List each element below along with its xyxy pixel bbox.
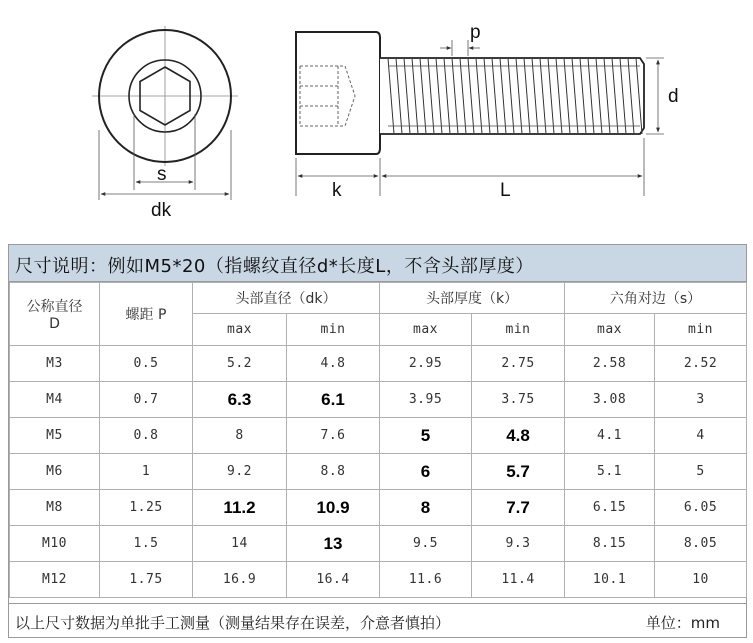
cell-k-max: 11.6 [380, 562, 472, 598]
cell-pitch: 1.75 [100, 562, 193, 598]
label-k: k [332, 180, 342, 201]
cell-dk-max: 5.2 [193, 346, 287, 382]
cell-k-min: 3.75 [472, 382, 565, 418]
cell-k-max: 5 [380, 418, 472, 454]
cell-pitch: 0.5 [100, 346, 193, 382]
spec-title-bar [9, 245, 746, 282]
cell-k-min: 9.3 [472, 526, 565, 562]
footer-unit: 单位：mm [645, 614, 720, 632]
label-p: p [470, 22, 481, 43]
cell-s-max: 4.1 [565, 418, 655, 454]
cell-k-min: 2.75 [472, 346, 565, 382]
spec-table [9, 282, 747, 598]
header-max: max [193, 314, 287, 346]
cell-k-max: 8 [380, 490, 472, 526]
cell-k-min: 11.4 [472, 562, 565, 598]
cell-k-min: 7.7 [472, 490, 565, 526]
cell-pitch: 1.25 [100, 490, 193, 526]
table-row [10, 454, 747, 490]
cell-s-max: 6.15 [565, 490, 655, 526]
cell-k-max: 6 [380, 454, 472, 490]
cell-s-min: 3 [655, 382, 747, 418]
label-L: L [500, 180, 511, 201]
cell-s-min: 6.05 [655, 490, 747, 526]
cell-pitch: 0.8 [100, 418, 193, 454]
header-head-thickness: 头部厚度（k） [380, 283, 565, 314]
header-nominal [10, 283, 100, 346]
cell-s-min: 10 [655, 562, 747, 598]
table-row [10, 418, 747, 454]
cell-dk-max: 8 [193, 418, 287, 454]
cell-k-max: 2.95 [380, 346, 472, 382]
cell-s-max: 2.58 [565, 346, 655, 382]
cell-size: M3 [10, 346, 100, 382]
label-d: d [668, 86, 679, 107]
cell-dk-max: 11.2 [193, 490, 287, 526]
header-min: min [287, 314, 380, 346]
cell-dk-min: 16.4 [287, 562, 380, 598]
header-nominal-label: 公称直径 [26, 299, 83, 315]
header-nominal-sub: D [49, 316, 60, 332]
cell-dk-min: 7.6 [287, 418, 380, 454]
cell-size: M5 [10, 418, 100, 454]
header-pitch: 螺距 P [100, 283, 193, 346]
cell-dk-min: 8.8 [287, 454, 380, 490]
label-dk: dk [151, 200, 172, 221]
spec-table-panel [8, 244, 747, 638]
cell-s-min: 8.05 [655, 526, 747, 562]
cell-s-max: 3.08 [565, 382, 655, 418]
spec-title: 尺寸说明：例如M5*20（指螺纹直径d*长度L，不含头部厚度） [15, 256, 534, 277]
screw-drawing [0, 0, 753, 240]
cell-dk-max: 6.3 [193, 382, 287, 418]
header-max: max [380, 314, 472, 346]
cell-dk-max: 14 [193, 526, 287, 562]
cell-k-max: 9.5 [380, 526, 472, 562]
cell-k-max: 3.95 [380, 382, 472, 418]
footer-note: 以上尺寸数据为单批手工测量（测量结果存在误差，介意者慎拍） [15, 614, 451, 632]
cell-pitch: 1 [100, 454, 193, 490]
cell-s-max: 8.15 [565, 526, 655, 562]
cell-s-min: 5 [655, 454, 747, 490]
cell-size: M10 [10, 526, 100, 562]
cell-size: M6 [10, 454, 100, 490]
cell-pitch: 0.7 [100, 382, 193, 418]
cell-dk-min: 13 [287, 526, 380, 562]
cell-s-min: 2.52 [655, 346, 747, 382]
cell-dk-min: 6.1 [287, 382, 380, 418]
header-min: min [655, 314, 747, 346]
cell-k-min: 4.8 [472, 418, 565, 454]
table-row [10, 346, 747, 382]
cell-dk-max: 16.9 [193, 562, 287, 598]
cell-dk-max: 9.2 [193, 454, 287, 490]
cell-s-max: 5.1 [565, 454, 655, 490]
cell-dk-min: 4.8 [287, 346, 380, 382]
cell-size: M12 [10, 562, 100, 598]
cell-pitch: 1.5 [100, 526, 193, 562]
cell-k-min: 5.7 [472, 454, 565, 490]
table-row [10, 526, 747, 562]
table-row [10, 382, 747, 418]
cell-s-max: 10.1 [565, 562, 655, 598]
label-s: s [157, 164, 167, 185]
spec-footer [9, 603, 746, 638]
end-view [92, 26, 238, 166]
cell-s-min: 4 [655, 418, 747, 454]
header-head-diameter: 头部直径（dk） [193, 283, 380, 314]
header-hex-across-flats: 六角对边（s） [565, 283, 747, 314]
cell-size: M8 [10, 490, 100, 526]
header-max: max [565, 314, 655, 346]
cell-dk-min: 10.9 [287, 490, 380, 526]
side-view [296, 32, 644, 154]
table-row [10, 562, 747, 598]
cell-size: M4 [10, 382, 100, 418]
header-min: min [472, 314, 565, 346]
table-row [10, 490, 747, 526]
